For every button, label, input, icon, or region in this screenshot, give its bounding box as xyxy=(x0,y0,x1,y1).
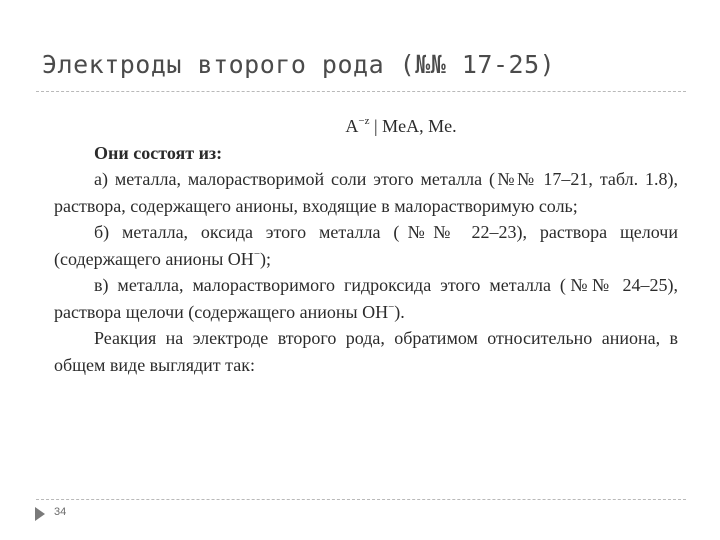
formula-charge: −z xyxy=(358,115,370,127)
item-c xyxy=(54,272,678,325)
item-b-text: б) металла, оксида этого металла (№№ 22–23), раствора щелочи (содержащего анионы OH xyxy=(54,222,678,269)
intro-text: Они состоят из: xyxy=(94,142,223,163)
page-number: 34 xyxy=(54,506,67,518)
reaction-text: Реакция на электроде второго рода, обратимом относительно аниона, в общем виде выглядит так: xyxy=(54,328,678,375)
footer-divider xyxy=(36,499,686,500)
item-b xyxy=(54,219,678,272)
item-c-text: в) металла, малорастворимого гидроксида этого металла (№№ 24–25), раствора щелочи (содержащего анионы OH xyxy=(54,275,678,322)
item-b-charge: − xyxy=(253,247,261,260)
item-c-charge: − xyxy=(388,300,395,313)
slide-content xyxy=(54,113,678,378)
item-c-end: ). xyxy=(394,301,405,322)
item-a: а) металла, малорастворимой соли этого металла (№№ 17–21, табл. 1.8), раствора, содержащего анионы, входящие в малорастворимую соль; xyxy=(54,169,678,216)
triangle-bullet-icon xyxy=(35,507,45,521)
title-divider xyxy=(36,91,686,92)
formula-rest: | MeA, Me. xyxy=(369,116,457,136)
formula-anion: A xyxy=(345,116,359,136)
slide-title: Электроды второго рода (№№ 17-25) xyxy=(42,50,556,79)
item-b-end: ); xyxy=(260,248,272,269)
electrode-formula xyxy=(54,113,678,140)
